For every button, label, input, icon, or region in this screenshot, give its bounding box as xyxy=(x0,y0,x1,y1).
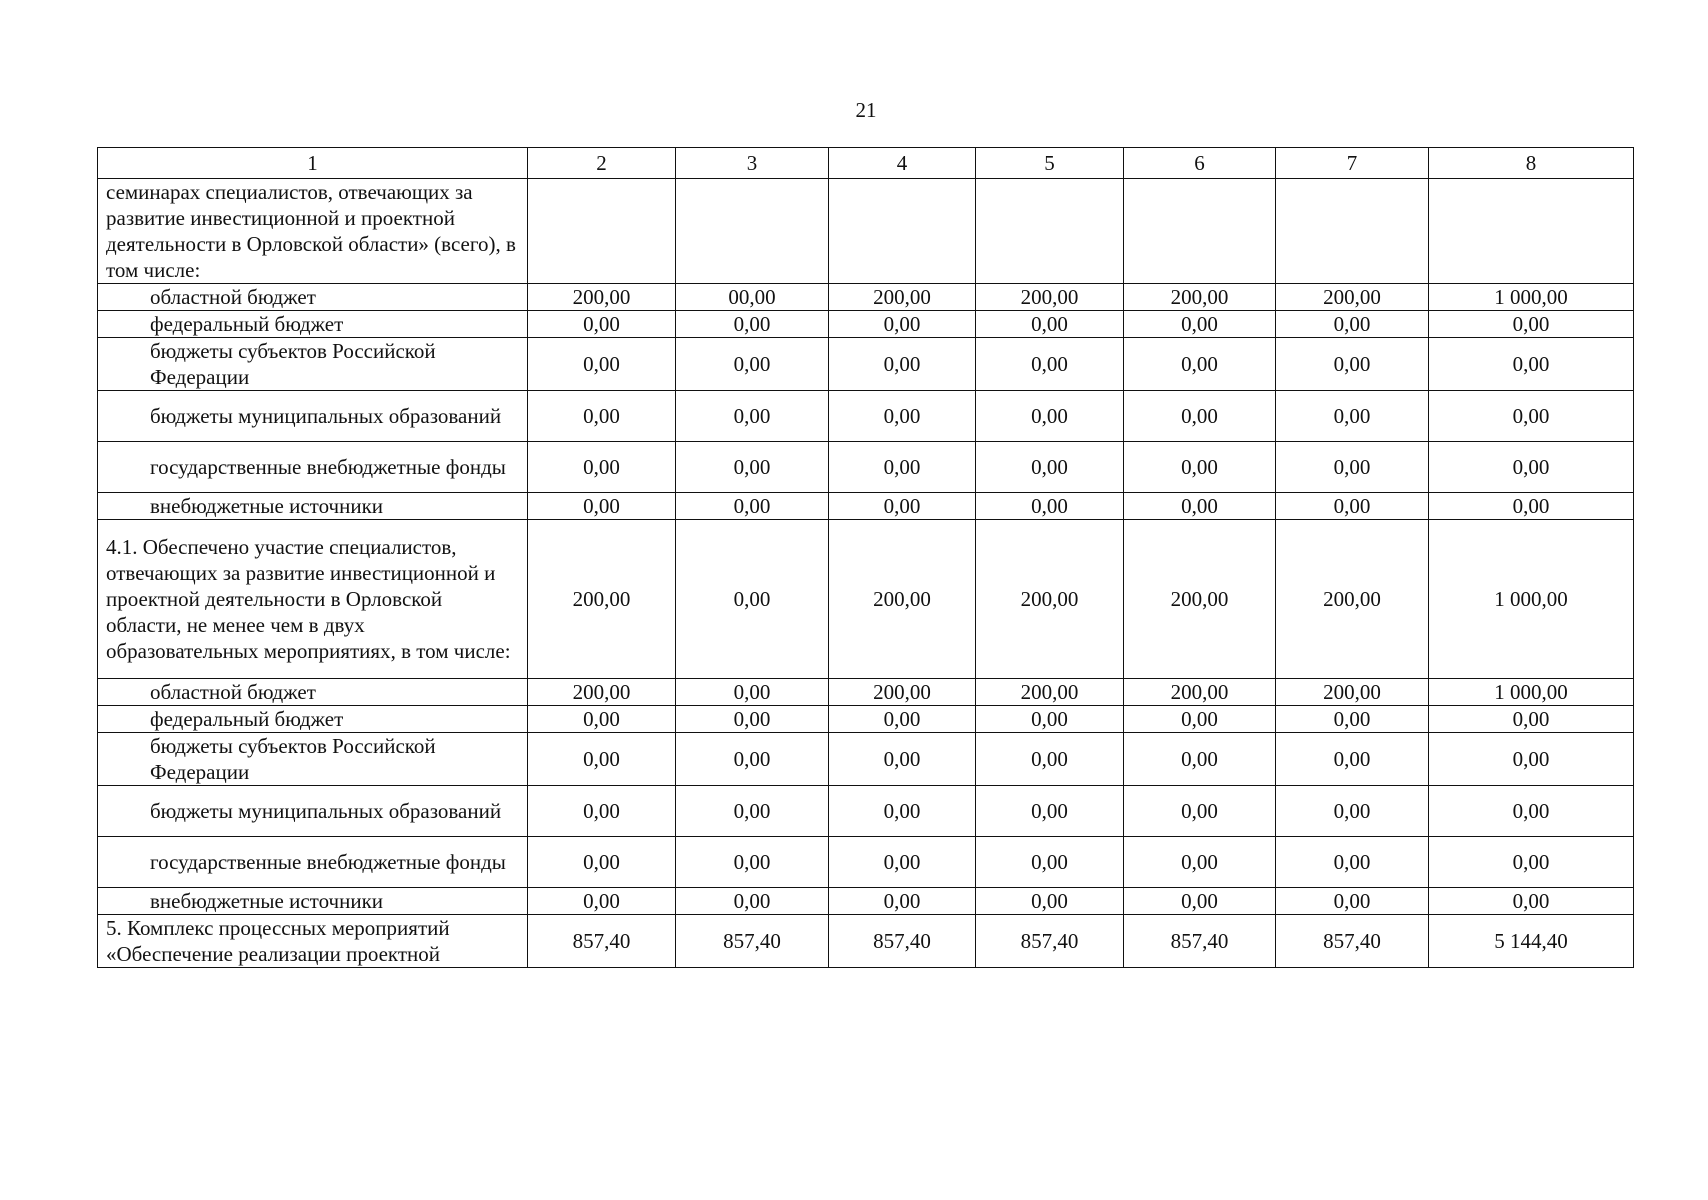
row-label: государственные внебюджетные фонды xyxy=(98,837,528,888)
value-cell: 0,00 xyxy=(829,837,976,888)
value-cell: 0,00 xyxy=(1276,888,1429,915)
value-cell: 0,00 xyxy=(1124,311,1276,338)
row-label: бюджеты субъектов Российской Федерации xyxy=(98,338,528,391)
table-body xyxy=(98,179,1634,968)
value-cell: 0,00 xyxy=(829,706,976,733)
value-cell: 0,00 xyxy=(528,338,676,391)
row-label: внебюджетные источники xyxy=(98,493,528,520)
row-label: федеральный бюджет xyxy=(98,706,528,733)
value-cell: 0,00 xyxy=(1124,442,1276,493)
value-cell: 0,00 xyxy=(676,391,829,442)
value-cell: 0,00 xyxy=(1124,837,1276,888)
value-cell: 857,40 xyxy=(976,915,1124,968)
value-cell: 0,00 xyxy=(976,786,1124,837)
row-label: областной бюджет xyxy=(98,284,528,311)
value-cell: 0,00 xyxy=(1276,706,1429,733)
value-cell: 0,00 xyxy=(976,391,1124,442)
value-cell: 0,00 xyxy=(1276,786,1429,837)
value-cell: 857,40 xyxy=(676,915,829,968)
table-row xyxy=(98,733,1634,786)
value-cell: 0,00 xyxy=(1124,391,1276,442)
value-cell: 0,00 xyxy=(1124,493,1276,520)
value-cell: 0,00 xyxy=(1429,733,1634,786)
value-cell: 0,00 xyxy=(1429,888,1634,915)
value-cell: 200,00 xyxy=(829,284,976,311)
value-cell: 200,00 xyxy=(1276,520,1429,679)
value-cell: 0,00 xyxy=(1276,338,1429,391)
value-cell: 200,00 xyxy=(1276,284,1429,311)
page-number: 21 xyxy=(855,98,877,122)
value-cell: 0,00 xyxy=(829,733,976,786)
table-row xyxy=(98,837,1634,888)
value-cell: 1 000,00 xyxy=(1429,679,1634,706)
value-cell: 00,00 xyxy=(676,284,829,311)
value-cell: 0,00 xyxy=(528,391,676,442)
value-cell: 0,00 xyxy=(676,311,829,338)
value-cell: 1 000,00 xyxy=(1429,284,1634,311)
value-cell: 0,00 xyxy=(1276,391,1429,442)
value-cell: 200,00 xyxy=(829,520,976,679)
column-header: 7 xyxy=(1276,148,1429,179)
value-cell xyxy=(1429,179,1634,284)
value-cell: 0,00 xyxy=(528,786,676,837)
value-cell: 0,00 xyxy=(676,733,829,786)
row-label: бюджеты субъектов Российской Федерации xyxy=(98,733,528,786)
row-label: бюджеты муниципальных образований xyxy=(98,391,528,442)
value-cell xyxy=(528,179,676,284)
value-cell: 0,00 xyxy=(1276,311,1429,338)
column-header: 2 xyxy=(528,148,676,179)
value-cell: 1 000,00 xyxy=(1429,520,1634,679)
value-cell: 0,00 xyxy=(1429,442,1634,493)
column-header: 6 xyxy=(1124,148,1276,179)
value-cell: 0,00 xyxy=(829,311,976,338)
table-row xyxy=(98,915,1634,968)
value-cell: 0,00 xyxy=(528,733,676,786)
value-cell xyxy=(976,179,1124,284)
value-cell: 200,00 xyxy=(1124,520,1276,679)
value-cell: 0,00 xyxy=(1276,442,1429,493)
value-cell: 0,00 xyxy=(1276,733,1429,786)
value-cell: 0,00 xyxy=(829,391,976,442)
value-cell: 200,00 xyxy=(528,679,676,706)
value-cell: 200,00 xyxy=(528,284,676,311)
table-row xyxy=(98,284,1634,311)
value-cell: 0,00 xyxy=(1429,338,1634,391)
value-cell: 0,00 xyxy=(528,442,676,493)
value-cell: 0,00 xyxy=(1124,786,1276,837)
value-cell: 0,00 xyxy=(676,338,829,391)
row-label: федеральный бюджет xyxy=(98,311,528,338)
value-cell: 0,00 xyxy=(676,442,829,493)
value-cell: 0,00 xyxy=(676,786,829,837)
header-row xyxy=(98,148,1634,179)
value-cell xyxy=(1276,179,1429,284)
table-row xyxy=(98,338,1634,391)
value-cell: 0,00 xyxy=(1276,837,1429,888)
table-row xyxy=(98,391,1634,442)
table-row xyxy=(98,179,1634,284)
table-row xyxy=(98,786,1634,837)
table-row xyxy=(98,679,1634,706)
value-cell: 0,00 xyxy=(829,888,976,915)
value-cell: 0,00 xyxy=(676,679,829,706)
value-cell: 0,00 xyxy=(1429,837,1634,888)
value-cell: 0,00 xyxy=(976,733,1124,786)
value-cell: 0,00 xyxy=(1124,888,1276,915)
value-cell: 200,00 xyxy=(1124,679,1276,706)
value-cell: 0,00 xyxy=(829,338,976,391)
value-cell: 0,00 xyxy=(528,837,676,888)
value-cell: 200,00 xyxy=(976,679,1124,706)
value-cell xyxy=(829,179,976,284)
value-cell: 0,00 xyxy=(1429,706,1634,733)
value-cell: 5 144,40 xyxy=(1429,915,1634,968)
row-label: областной бюджет xyxy=(98,679,528,706)
table-row xyxy=(98,706,1634,733)
value-cell: 0,00 xyxy=(528,888,676,915)
column-header: 8 xyxy=(1429,148,1634,179)
value-cell: 0,00 xyxy=(1429,493,1634,520)
value-cell xyxy=(1124,179,1276,284)
row-label: 5. Комплекс процессных мероприятий «Обеспечение реализации проектной xyxy=(98,915,528,968)
value-cell: 200,00 xyxy=(528,520,676,679)
value-cell: 0,00 xyxy=(976,493,1124,520)
value-cell: 0,00 xyxy=(676,837,829,888)
table-row xyxy=(98,311,1634,338)
value-cell: 0,00 xyxy=(829,493,976,520)
value-cell: 857,40 xyxy=(1124,915,1276,968)
value-cell: 0,00 xyxy=(676,888,829,915)
value-cell: 200,00 xyxy=(976,284,1124,311)
column-header: 5 xyxy=(976,148,1124,179)
value-cell: 0,00 xyxy=(976,442,1124,493)
value-cell: 0,00 xyxy=(1429,391,1634,442)
row-label: внебюджетные источники xyxy=(98,888,528,915)
value-cell xyxy=(676,179,829,284)
table-row xyxy=(98,520,1634,679)
value-cell: 0,00 xyxy=(829,786,976,837)
value-cell: 0,00 xyxy=(976,706,1124,733)
column-header: 1 xyxy=(98,148,528,179)
value-cell: 0,00 xyxy=(1124,338,1276,391)
value-cell: 0,00 xyxy=(976,837,1124,888)
value-cell: 0,00 xyxy=(676,706,829,733)
value-cell: 0,00 xyxy=(976,338,1124,391)
value-cell: 200,00 xyxy=(829,679,976,706)
budget-table xyxy=(97,147,1634,968)
value-cell: 0,00 xyxy=(1429,786,1634,837)
value-cell: 200,00 xyxy=(1276,679,1429,706)
row-label: семинарах специалистов, отвечающих за развитие инвестиционной и проектной деятельности в Орловской области» (всего), в том числе: xyxy=(98,179,528,284)
table-row xyxy=(98,493,1634,520)
value-cell: 857,40 xyxy=(528,915,676,968)
row-label: бюджеты муниципальных образований xyxy=(98,786,528,837)
table-row xyxy=(98,888,1634,915)
value-cell: 0,00 xyxy=(1124,733,1276,786)
value-cell: 200,00 xyxy=(1124,284,1276,311)
row-label: 4.1. Обеспечено участие специалистов, отвечающих за развитие инвестиционной и проектной деятельности в Орловской области, не менее чем в двух образовательных мероприятиях, в том числе: xyxy=(98,520,528,679)
value-cell: 200,00 xyxy=(976,520,1124,679)
value-cell: 0,00 xyxy=(528,311,676,338)
value-cell: 0,00 xyxy=(1429,311,1634,338)
column-header: 3 xyxy=(676,148,829,179)
value-cell: 0,00 xyxy=(528,493,676,520)
value-cell: 0,00 xyxy=(829,442,976,493)
table-row xyxy=(98,442,1634,493)
value-cell: 857,40 xyxy=(829,915,976,968)
column-header: 4 xyxy=(829,148,976,179)
value-cell: 0,00 xyxy=(1124,706,1276,733)
value-cell: 0,00 xyxy=(528,706,676,733)
value-cell: 0,00 xyxy=(676,520,829,679)
value-cell: 857,40 xyxy=(1276,915,1429,968)
row-label: государственные внебюджетные фонды xyxy=(98,442,528,493)
value-cell: 0,00 xyxy=(976,888,1124,915)
value-cell: 0,00 xyxy=(976,311,1124,338)
value-cell: 0,00 xyxy=(676,493,829,520)
value-cell: 0,00 xyxy=(1276,493,1429,520)
